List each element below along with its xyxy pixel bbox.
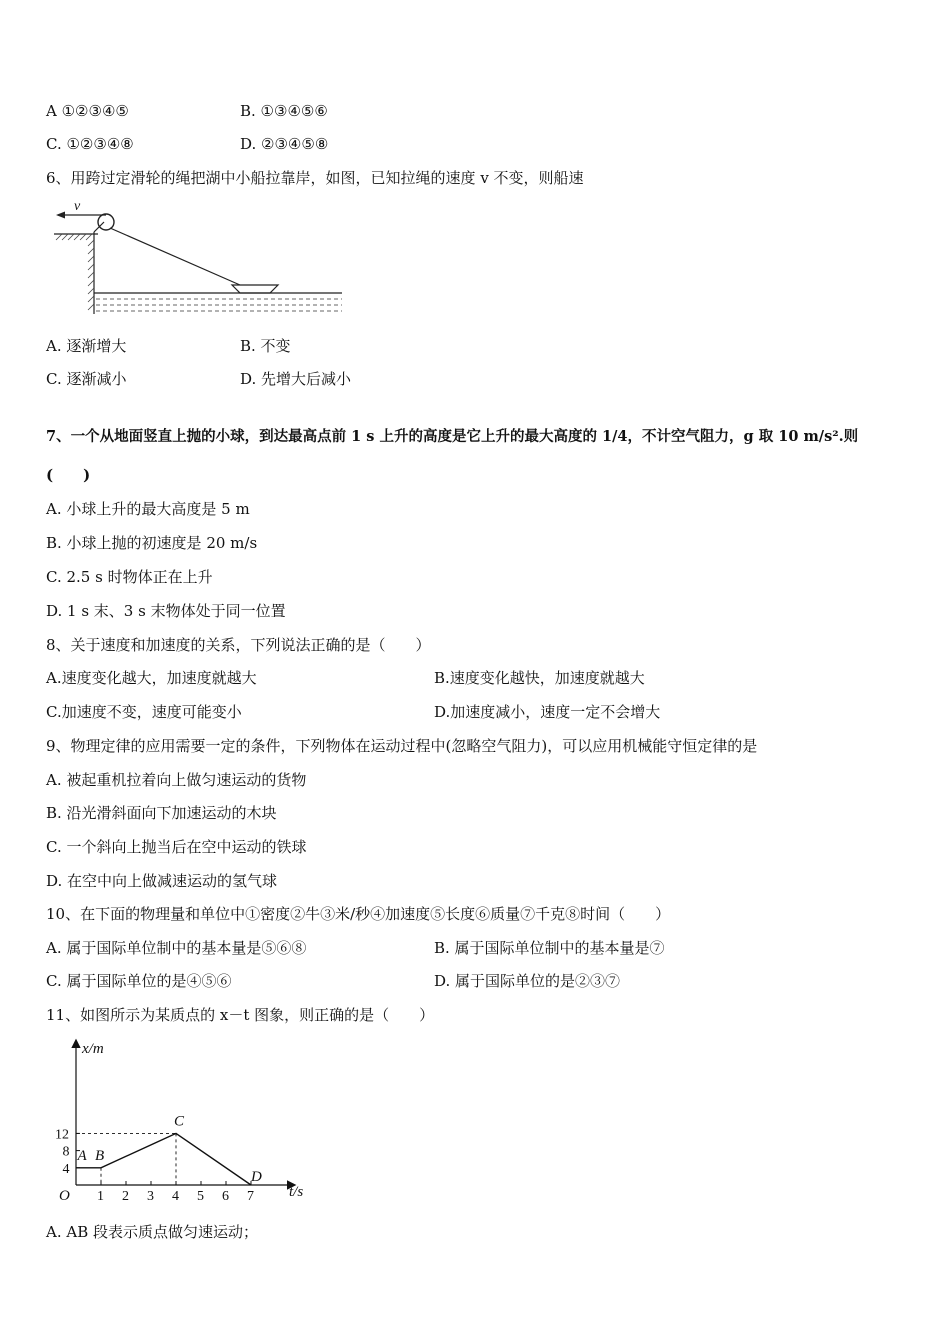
q10-option-d: D. 属于国际单位的是②③⑦ [434, 972, 621, 990]
q7-option-b: B. 小球上抛的初速度是 20 m/s [46, 534, 258, 552]
q5-option-d: D. ②③④⑤⑧ [240, 135, 329, 153]
x-tick-label: 3 [147, 1189, 154, 1204]
q9-stem: 9、物理定律的应用需要一定的条件，下列物体在运动过程中(忽略空气阻力)，可以应用机械能守恒定律的是 [46, 737, 758, 755]
point-label-c: C [174, 1113, 185, 1130]
q5-option-c: C. ①②③④⑧ [46, 135, 134, 153]
x-tick-label: 7 [247, 1189, 254, 1204]
q9-option-d: D. 在空中向上做减速运动的氢气球 [46, 872, 278, 890]
q9-option-b: B. 沿光滑斜面向下加速运动的木块 [46, 804, 277, 822]
q8-stem: 8、关于速度和加速度的关系，下列说法正确的是（ ） [46, 636, 431, 654]
q6-option-b: B. 不变 [240, 337, 291, 355]
point-label-a: A [77, 1147, 87, 1164]
q10-stem: 10、在下面的物理量和单位中①密度②牛③米/秒④加速度⑤长度⑥质量⑦千克⑧时间（ ） [46, 905, 671, 923]
q6-option-c: C. 逐渐减小 [46, 370, 127, 388]
x-tick-label: 4 [172, 1189, 179, 1204]
q7-option-d: D. 1 s 末、3 s 末物体处于同一位置 [46, 602, 286, 620]
y-tick-label: 12 [55, 1127, 69, 1143]
q8-option-c: C.加速度不变，速度可能变小 [46, 703, 242, 721]
q10-option-b: B. 属于国际单位制中的基本量是⑦ [434, 939, 665, 957]
q10-option-c: C. 属于国际单位的是④⑤⑥ [46, 972, 232, 990]
q10-option-a: A. 属于国际单位制中的基本量是⑤⑥⑧ [46, 939, 307, 957]
q11-stem: 11、如图所示为某质点的 x－t 图象，则正确的是（ ） [46, 1006, 435, 1024]
y-tick-label: 8 [62, 1144, 70, 1160]
q7-option-a: A. 小球上升的最大高度是 5 m [46, 500, 250, 518]
xt-graph [46, 1035, 336, 1205]
y-tick-label: 4 [62, 1161, 70, 1177]
pulley-boat-figure [46, 196, 346, 321]
q5-option-b: B. ①③④⑤⑥ [240, 102, 328, 120]
point-label-b: B [95, 1147, 105, 1164]
q9-option-a: A. 被起重机拉着向上做匀速运动的货物 [46, 771, 307, 789]
q5-option-a: A ①②③④⑤ [46, 102, 129, 120]
q7-option-c: C. 2.5 s 时物体正在上升 [46, 568, 213, 586]
x-tick-label: 2 [122, 1189, 129, 1204]
x-axis-label: t/s [289, 1184, 304, 1200]
q6-option-a: A. 逐渐增大 [46, 337, 127, 355]
q7-paren: ( ) [46, 466, 91, 484]
q8-option-b: B.速度变化越快，加速度就越大 [434, 669, 645, 687]
q6-stem: 6、用跨过定滑轮的绳把湖中小船拉靠岸，如图，已知拉绳的速度 v 不变，则船速 [46, 169, 584, 187]
q8-option-a: A.速度变化越大，加速度就越大 [46, 669, 257, 687]
q11-option-a: A. AB 段表示质点做匀速运动； [46, 1223, 258, 1241]
x-tick-label: 1 [97, 1189, 104, 1204]
q7-stem: 7、一个从地面竖直上抛的小球，到达最高点前 1 s 上升的高度是它上升的最大高度的 1/4，不计空气阻力，g 取 10 m/s².则 [46, 428, 859, 445]
x-tick-label: 5 [197, 1189, 204, 1204]
y-axis-label: x/m [82, 1041, 104, 1057]
q9-option-c: C. 一个斜向上抛当后在空中运动的铁球 [46, 838, 307, 856]
point-label-d: D [251, 1169, 262, 1185]
x-tick-label: 6 [222, 1189, 229, 1204]
q6-option-d: D. 先增大后减小 [240, 370, 352, 388]
q8-option-d: D.加速度减小，速度一定不会增大 [434, 703, 661, 721]
velocity-label: v [74, 199, 81, 214]
origin-label: O [59, 1188, 70, 1204]
